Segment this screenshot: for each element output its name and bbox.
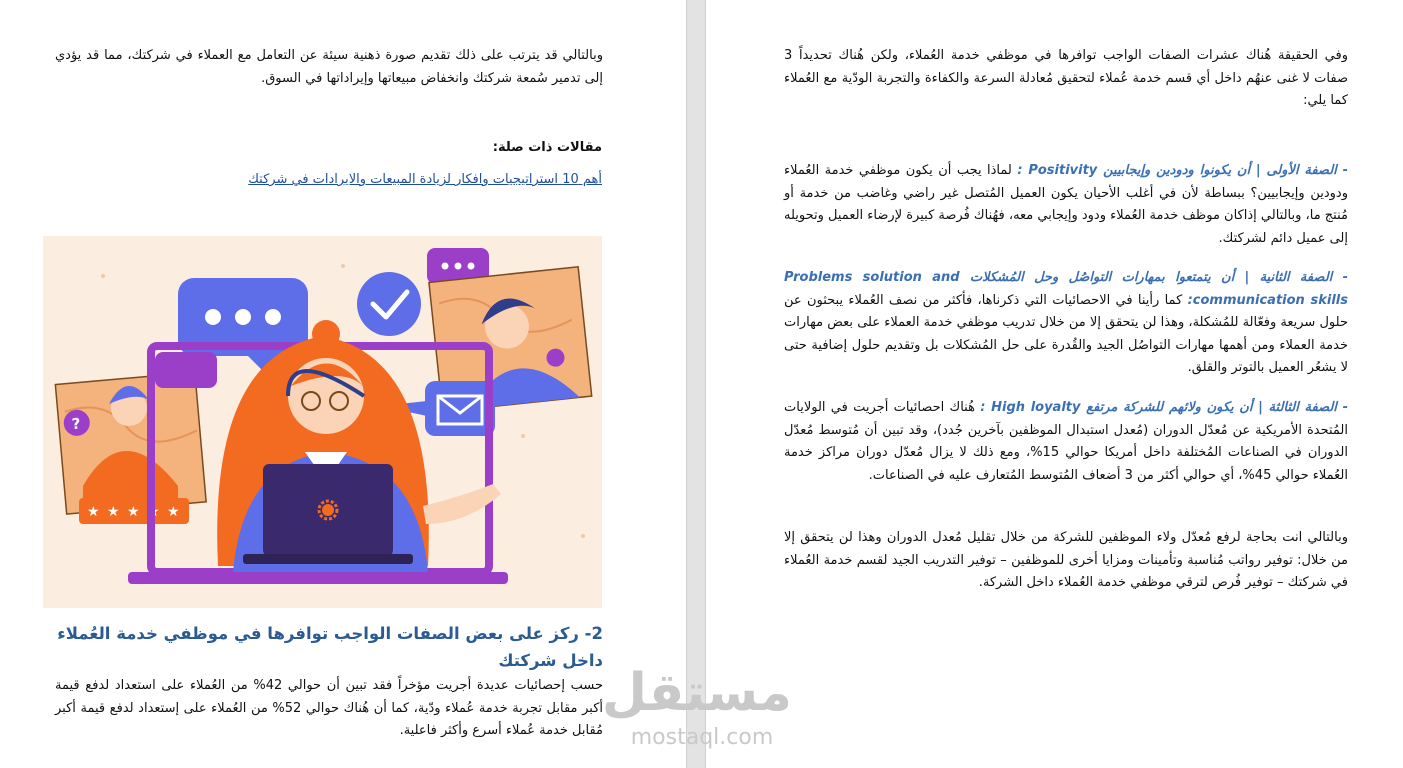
conclusion-paragraph: وبالتالي انت بحاجة لرفع مُعدّل ولاء الموظفين للشركة من خلال تقليل مُعدل الدوران وهذا لن يتحقق إلا من خلال: توفير رواتب مُناسبة وتأمينات ومزايا أخرى للموظفين – توفير التدريب الجيد لقسم خدمة العُملاء في شركتك – توفير فُرص لترقي موظفي خدمة العُملاء داخل الشركة. (784, 530, 1348, 591)
trait-2-body: كما رأينا في الاحصائيات التي ذكرناها، فأكثر من نصف العُملاء يبحثون عن حلول سريعة وفعّالة للمُشكلة، وهذا لن يتحقق إلا من خلال تدريب موظفي خدمة العملاء على بعض مهارات خدمة العملاء ومن أهمها مهارات التواصُل الجيد والقُدرة على حل المُشكلات بل وتقديم حلول إضافية حتى لا يشعُر العميل بالتوتر والقلق. (784, 292, 1348, 376)
svg-text:★: ★ (167, 504, 180, 520)
section-heading: 2- ركز على بعض الصفات الواجب توافرها في موظفي خدمة العُملاء داخل شركتك (57, 624, 603, 670)
question-icon: ? (71, 414, 82, 434)
trait-1-title: - الصفة الأولى | أن يكونوا ودودين وإيجابيين Positivity : (1017, 163, 1348, 178)
trait-1-paragraph (784, 160, 1348, 250)
trait-2-paragraph (784, 267, 1348, 380)
laptop-icon (243, 464, 413, 564)
svg-text:★: ★ (87, 504, 100, 520)
chat-check-icon (357, 272, 421, 336)
related-article-link-wrap (55, 169, 602, 192)
trait-3-body: هُناك احصائيات أجريت في الولايات المُتحدة الأمريكية عن مُعدّل الدوران (مُعدل استبدال الموظفين بآخرين جُدد)، وقد تبين أن مُتوسط مُعدّل الدوران في الصناعات المُختلفة داخل أمريكا حوالي 15%، ومع ذلك لا يزال مُعدّل دوران مراكز خدمة العُملاء حوالي 45%، أي حوالي أكثر من 3 أضعاف المُتوسط المُتعارف عليه في الصناعات. (784, 400, 1348, 483)
document-page-right (706, 0, 1403, 768)
watermark-latin: mostaql.com (630, 725, 774, 750)
customer-service-illustration (43, 236, 602, 608)
svg-text:★: ★ (107, 504, 120, 520)
svg-text:★: ★ (127, 504, 140, 520)
document-page-left (0, 0, 686, 768)
right-intro-paragraph: وفي الحقيقة هُناك عشرات الصفات الواجب توافرها في موظفي خدمة العُملاء، ولكن هُناك تحديداً 3 صفات لا غنى عنهُم داخل أي قسم خدمة عُملاء لتحقيق مُعادلة السرعة والكفاءة والتجربة الودّية مع العُملاء كما يلي: (784, 48, 1348, 109)
related-articles-label: مقالات ذات صلة: (492, 140, 602, 155)
svg-text:★: ★ (147, 504, 160, 520)
watermark-arabic: مستقل (601, 663, 792, 723)
related-article-link[interactable]: أهم 10 استراتيجيات وافكار لزيادة المبيعات والايرادات في شركتك (248, 172, 602, 187)
trait-3-paragraph (784, 397, 1348, 487)
star-rating-icon (79, 498, 189, 524)
trait-1-body: لماذا يجب أن يكون موظفي خدمة العُملاء ودودين وإيجابيين؟ ببساطة لأن في أغلب الأحيان يكون العميل المُتصل غير راضي وغاضب من خدمة أو مُنتج ما، وبالتالي إذاكان موظف خدمة العُملاء ودود وإيجابي معه، فهُناك فُرصة كبيرة لإرضاء العميل وتحويله إلى عميل دائم لشركتك. (784, 163, 1348, 246)
left-body-paragraph: حسب إحصائيات عديدة أجريت مؤخراً فقد تبين أن حوالي 42% من العُملاء على استعداد لدفع قيمة أكبر مقابل تجربة خدمة عُملاء ودّية، كما أن هُناك حوالي 52% من العُملاء على إستعداد لدفع قيمة أكبر مُقابل خدمة عُملاء أسرع وأكثر فاعلية. (55, 678, 604, 739)
trait-2-title: - الصفة الثانية | أن يتمتعوا بمهارات التواصُل وحل المُشكلات Problems solution and communication skills: (784, 270, 1349, 308)
left-intro-paragraph: وبالتالي قد يترتب على ذلك تقديم صورة ذهنية سيئة عن التعامل مع العملاء في شركتك، مما قد يؤدي إلى تدمير سُمعة شركتك وانخفاض مبيعاتها وإيراداتها في السوق. (55, 48, 603, 86)
page-gap (686, 0, 706, 768)
trait-3-title: - الصفة الثالثة | أن يكون ولائهم للشركة مرتفع High loyalty : (980, 400, 1348, 415)
